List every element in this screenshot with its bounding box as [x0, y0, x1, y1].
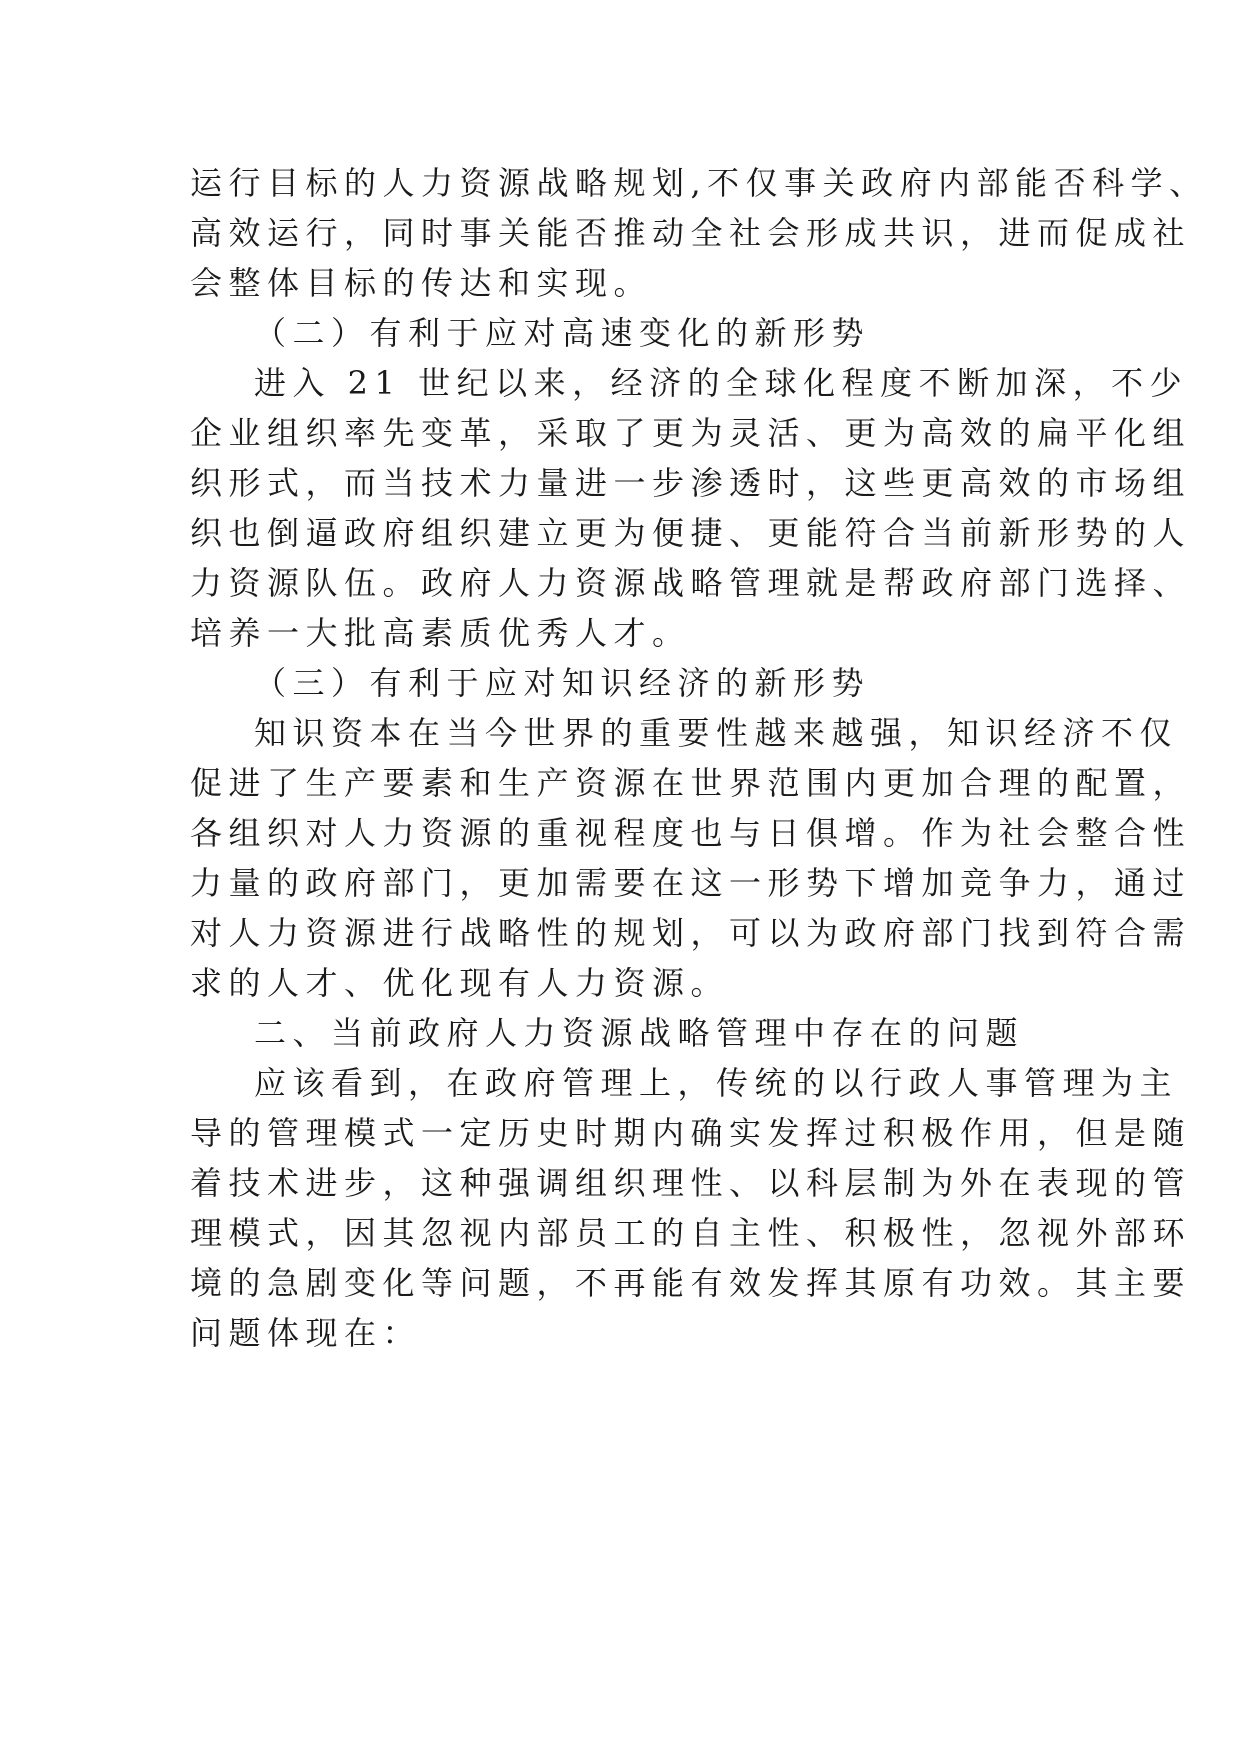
text-line: 各组织对人力资源的重视程度也与日俱增。作为社会整合性	[190, 814, 1192, 852]
text-line: 导的管理模式一定历史时期内确实发挥过积极作用，但是随	[190, 1114, 1192, 1152]
text-line: 对人力资源进行战略性的规划，可以为政府部门找到符合需	[190, 914, 1192, 952]
text-line: 培养一大批高素质优秀人才。	[190, 614, 691, 652]
text-line: 着技术进步，这种强调组织理性、以科层制为外在表现的管	[190, 1164, 1192, 1202]
text-line: 境的急剧变化等问题，不再能有效发挥其原有功效。其主要	[190, 1264, 1192, 1302]
text-line: 进入 21 世纪以来，经济的全球化程度不断加深，不少	[254, 364, 1189, 402]
text-line: 会整体目标的传达和实现。	[190, 264, 653, 302]
text-line: 二、当前政府人力资源战略管理中存在的问题	[254, 1014, 1025, 1052]
text-line: 求的人才、优化现有人力资源。	[190, 964, 730, 1002]
text-line: （三）有利于应对知识经济的新形势	[254, 664, 871, 702]
text-line: 织也倒逼政府组织建立更为便捷、更能符合当前新形势的人	[190, 514, 1192, 552]
text-line: 促进了生产要素和生产资源在世界范围内更加合理的配置，	[190, 764, 1192, 802]
text-line: 企业组织率先变革，采取了更为灵活、更为高效的扁平化组	[190, 414, 1192, 452]
text-line: 力量的政府部门，更加需要在这一形势下增加竞争力，通过	[190, 864, 1192, 902]
text-line: 问题体现在：	[190, 1314, 422, 1352]
document-body	[190, 158, 1208, 1358]
text-line: 知识资本在当今世界的重要性越来越强，知识经济不仅	[254, 714, 1179, 752]
text-line: 高效运行，同时事关能否推动全社会形成共识，进而促成社	[190, 214, 1192, 252]
text-line: 运行目标的人力资源战略规划,不仅事关政府内部能否科学、	[190, 164, 1208, 202]
text-line: 应该看到，在政府管理上，传统的以行政人事管理为主	[254, 1064, 1179, 1102]
text-line: 织形式，而当技术力量进一步渗透时，这些更高效的市场组	[190, 464, 1192, 502]
text-line: （二）有利于应对高速变化的新形势	[254, 314, 871, 352]
text-line: 力资源队伍。政府人力资源战略管理就是帮政府部门选择、	[190, 564, 1192, 602]
text-line: 理模式，因其忽视内部员工的自主性、积极性，忽视外部环	[190, 1214, 1192, 1252]
